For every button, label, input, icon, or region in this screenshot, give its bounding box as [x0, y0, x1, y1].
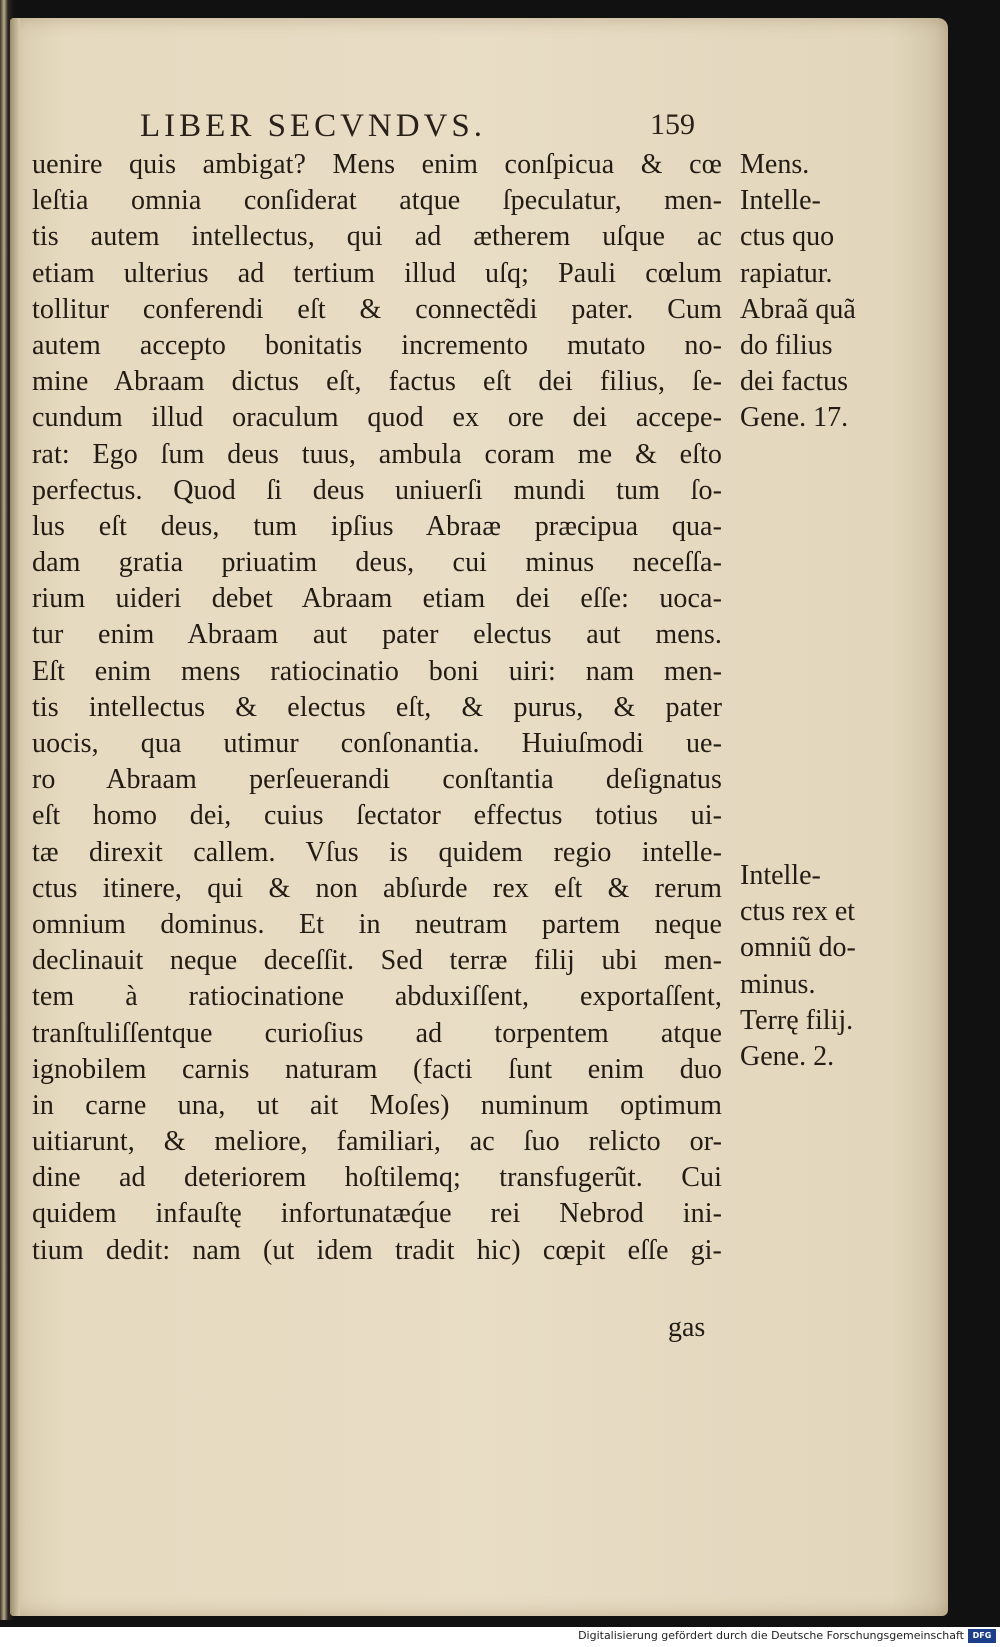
text-line: tollitur conferendi eſt & connectẽdi pater. Cum [32, 293, 722, 325]
marginal-notes-top [740, 147, 940, 437]
text-line: tis autem intellectus, qui ad ætherem uſque ac [32, 221, 722, 253]
footer-credit: Digitalisierung gefördert durch die Deutsche Forschungsgemeinschaft [578, 1629, 964, 1642]
text-line: tis intellectus & electus eſt, & purus, & pater [32, 691, 722, 723]
text-line: in carne una, ut ait Moſes) numinum optimum [32, 1089, 722, 1121]
text-line: Eſt enim mens ratiocinatio boni uiri: nam men- [32, 655, 722, 687]
text-line: ctus itinere, qui & non abſurde rex eſt & rerum [32, 872, 722, 904]
text-line: dine ad deteriorem hoſtilemq; transfugerũt. Cui [32, 1162, 722, 1194]
text-line: rat: Ego ſum deus tuus, ambula coram me & eſto [32, 438, 722, 470]
text-line: uenire quis ambigat? Mens enim conſpicua & cœ [32, 149, 722, 180]
footer-bar [0, 1627, 1000, 1647]
text-line: ignobilem carnis naturam (facti ſunt enim duo [32, 1053, 722, 1085]
text-line: eſt homo dei, cuius ſectator effectus totius ui- [32, 800, 722, 832]
marginal-note: do filius [740, 329, 833, 361]
text-line: cundum illud oraculum quod ex ore dei accepe- [32, 402, 722, 434]
running-head: LIBER SECVNDVS. [140, 108, 487, 144]
marginal-note: Gene. 17. [740, 402, 849, 434]
marginal-note: omniũ do- [740, 932, 856, 964]
text-line: etiam ulterius ad tertium illud uſq; Pauli cœlum [32, 257, 722, 289]
text-line: leſtia omnia conſiderat atque ſpeculatur, men- [32, 185, 722, 217]
text-line: tem à ratiocinatione abduxiſſent, exportaſſent, [32, 981, 722, 1013]
marginal-note: Mens. [740, 149, 810, 180]
marginal-note: Intelle- [740, 185, 821, 217]
text-line: rium uideri debet Abraam etiam dei eſſe: uoca- [32, 583, 722, 615]
text-line: lus eſt deus, tum ipſius Abraæ præcipua qua- [32, 510, 722, 542]
text-line: tranſtuliſſentque curioſius ad torpentem atque [32, 1017, 722, 1049]
marginal-note: rapiatur. [740, 257, 833, 289]
page-gutter [10, 18, 20, 1616]
marginal-note: Terrę filij. [740, 1004, 854, 1036]
marginal-note: dei factus [740, 366, 849, 398]
text-line: perfectus. Quod ſi deus uniuerſi mundi tum ſo- [32, 474, 722, 506]
text-line: mine Abraam dictus eſt, factus eſt dei filius, ſe- [32, 366, 722, 398]
text-line: omnium dominus. Et in neutram partem neque [32, 908, 722, 940]
text-line: tium dedit: nam (ut idem tradit hic) cœpit eſſe gi- [32, 1234, 722, 1266]
marginal-note: Abraã quã [740, 293, 856, 325]
marginal-note: ctus quo [740, 221, 835, 253]
text-line: ro Abraam perſeuerandi conſtantia deſignatus [32, 764, 722, 796]
marginal-notes-bottom [740, 858, 940, 1075]
marginal-note: Intelle- [740, 860, 821, 891]
body-text [32, 147, 722, 1269]
dfg-logo: DFG [968, 1629, 996, 1643]
text-line: uocis, qua utimur conſonantia. Huiuſmodi ue- [32, 728, 722, 759]
marginal-note: Gene. 2. [740, 1040, 835, 1072]
catchword: gas [668, 1312, 706, 1343]
text-line: uitiarunt, & meliore, familiari, ac ſuo relicto or- [32, 1126, 722, 1158]
text-line: autem accepto bonitatis incremento mutato no- [32, 329, 722, 361]
text-line: dam gratia priuatim deus, cui minus neceſſa- [32, 547, 722, 579]
text-line: declinauit neque deceſſit. Sed terræ filij ubi men- [32, 945, 722, 977]
page-number: 159 [650, 108, 695, 141]
text-line: quidem infauſtę infortunatæq́ue rei Nebrod ini- [32, 1198, 722, 1230]
text-line: tur enim Abraam aut pater electus aut mens. [32, 619, 722, 651]
marginal-note: ctus rex et [740, 896, 856, 928]
marginal-note: minus. [740, 968, 816, 1000]
text-line: tæ direxit callem. Vſus is quidem regio intelle- [32, 836, 722, 868]
